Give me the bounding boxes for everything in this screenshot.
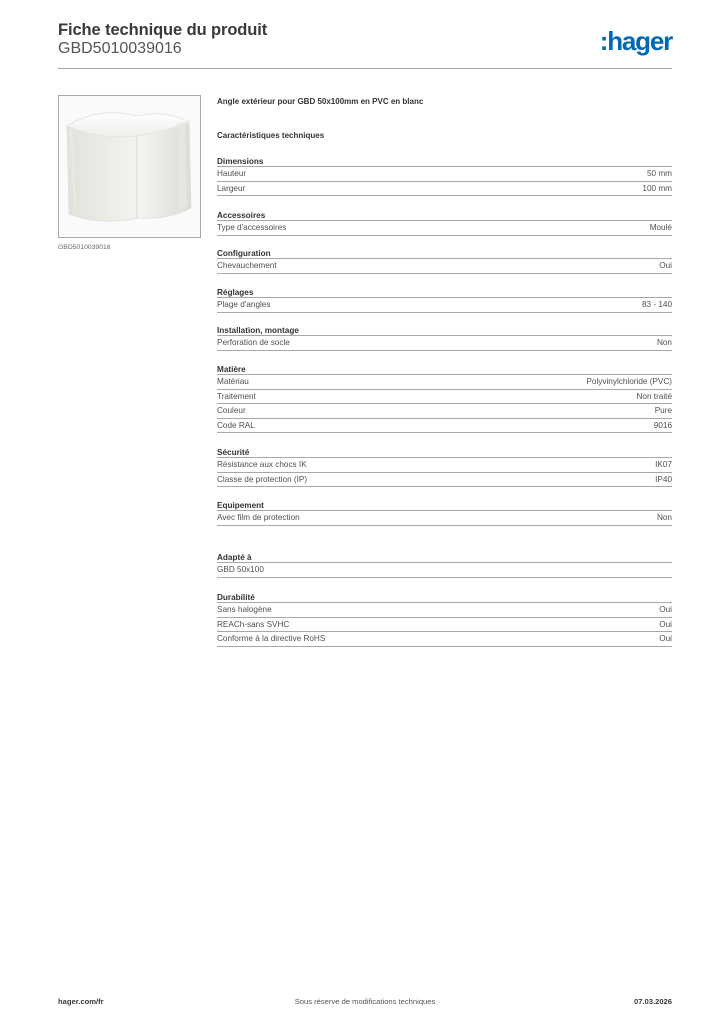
spec-label: Sans halogène: [217, 605, 272, 614]
spec-label: GBD 50x100: [217, 565, 264, 574]
page-footer: [58, 997, 672, 1009]
section-heading-securite: Sécurité: [217, 448, 250, 457]
section-heading-matiere: Matière: [217, 365, 246, 374]
spec-value: 83 - 140: [641, 300, 672, 309]
spec-value: 100 mm: [642, 183, 672, 193]
spec-label: Type d'accessoires: [217, 223, 287, 232]
section-divider: [217, 646, 672, 647]
section-divider: [217, 432, 672, 433]
spec-label: Couleur: [217, 406, 246, 415]
page-title: Fiche technique du produit: [58, 21, 268, 39]
section-divider: [217, 486, 672, 487]
spec-value: 9016: [653, 420, 672, 430]
section-heading-reglages: Réglages: [217, 288, 254, 297]
spec-value: IP40: [655, 474, 672, 484]
spec-row-matiere: [217, 418, 672, 432]
spec-value: Non: [656, 338, 672, 347]
corner-piece-illustration: [59, 96, 200, 237]
spec-value: Moulé: [649, 223, 672, 232]
spec-row-securite: [217, 472, 672, 486]
section-heading-dimensions: Dimensions: [217, 157, 264, 166]
spec-row-configuration: [217, 258, 672, 272]
section-divider: [217, 273, 672, 274]
spec-row-dimensions: [217, 181, 672, 195]
spec-value: Non traité: [636, 391, 672, 401]
spec-row-matiere: [217, 374, 672, 388]
section-divider: [217, 312, 672, 313]
spec-row-reglages: [217, 297, 672, 311]
spec-value: IK07: [655, 460, 672, 469]
spec-label: Conforme à la directive RoHS: [217, 634, 326, 643]
image-caption: GBD5010039016: [58, 244, 111, 251]
spec-label: Perforation de socle: [217, 338, 290, 347]
section-heading-accessoires: Accessoires: [217, 211, 266, 220]
spec-label: Classe de protection (IP): [217, 474, 308, 484]
spec-row-durabilite: [217, 602, 672, 616]
section-divider: [217, 235, 672, 236]
footer-date: 07.03.2026: [633, 997, 672, 1006]
spec-value: 50 mm: [646, 169, 672, 178]
spec-row-installation-montage: [217, 335, 672, 349]
spec-value: Polyvinylchloride (PVC): [586, 377, 672, 386]
spec-value: Oui: [659, 605, 672, 614]
hager-logo: :hager: [599, 26, 672, 56]
section-heading-adapte-a: Adapté à: [217, 553, 252, 562]
spec-row-durabilite: [217, 631, 672, 645]
spec-label: Résistance aux chocs IK: [217, 460, 307, 469]
spec-row-adapte-a: [217, 562, 672, 576]
footer-website: hager.com/fr: [58, 997, 104, 1006]
section-divider: [217, 195, 672, 196]
spec-label: Chevauchement: [217, 261, 277, 270]
spec-value: Pure: [654, 406, 672, 415]
spec-row-durabilite: [217, 617, 672, 631]
spec-label: Hauteur: [217, 169, 247, 178]
spec-label: Avec film de protection: [217, 513, 300, 522]
section-divider: [217, 525, 672, 526]
section-heading-durabilite: Durabilité: [217, 593, 255, 602]
spec-label: Traitement: [217, 391, 256, 401]
section-heading-equipement: Equipement: [217, 501, 264, 510]
header-divider: [58, 68, 672, 69]
spec-value: Non: [656, 513, 672, 522]
spec-row-matiere: [217, 389, 672, 403]
spec-row-matiere: [217, 403, 672, 417]
spec-row-dimensions: [217, 166, 672, 180]
spec-label: Largeur: [217, 183, 246, 193]
specs-title: Caractéristiques techniques: [217, 131, 325, 140]
spec-value: Oui: [659, 619, 672, 629]
footer-notice: Sous réserve de modifications techniques: [294, 997, 436, 1006]
spec-row-accessoires: [217, 220, 672, 234]
section-heading-installation-montage: Installation, montage: [217, 326, 299, 335]
spec-row-equipement: [217, 510, 672, 524]
section-divider: [217, 577, 672, 578]
section-heading-configuration: Configuration: [217, 249, 271, 258]
product-reference: GBD5010039016: [58, 40, 182, 57]
spec-label: REACh-sans SVHC: [217, 619, 290, 629]
product-description: Angle extérieur pour GBD 50x100mm en PVC en blanc: [217, 97, 424, 106]
spec-label: Plage d'angles: [217, 300, 271, 309]
spec-value: Oui: [659, 261, 672, 270]
product-image: [58, 95, 201, 238]
spec-row-securite: [217, 457, 672, 471]
spec-label: Code RAL: [217, 420, 255, 430]
spec-value: Oui: [659, 634, 672, 643]
spec-label: Matériau: [217, 377, 249, 386]
section-divider: [217, 350, 672, 351]
